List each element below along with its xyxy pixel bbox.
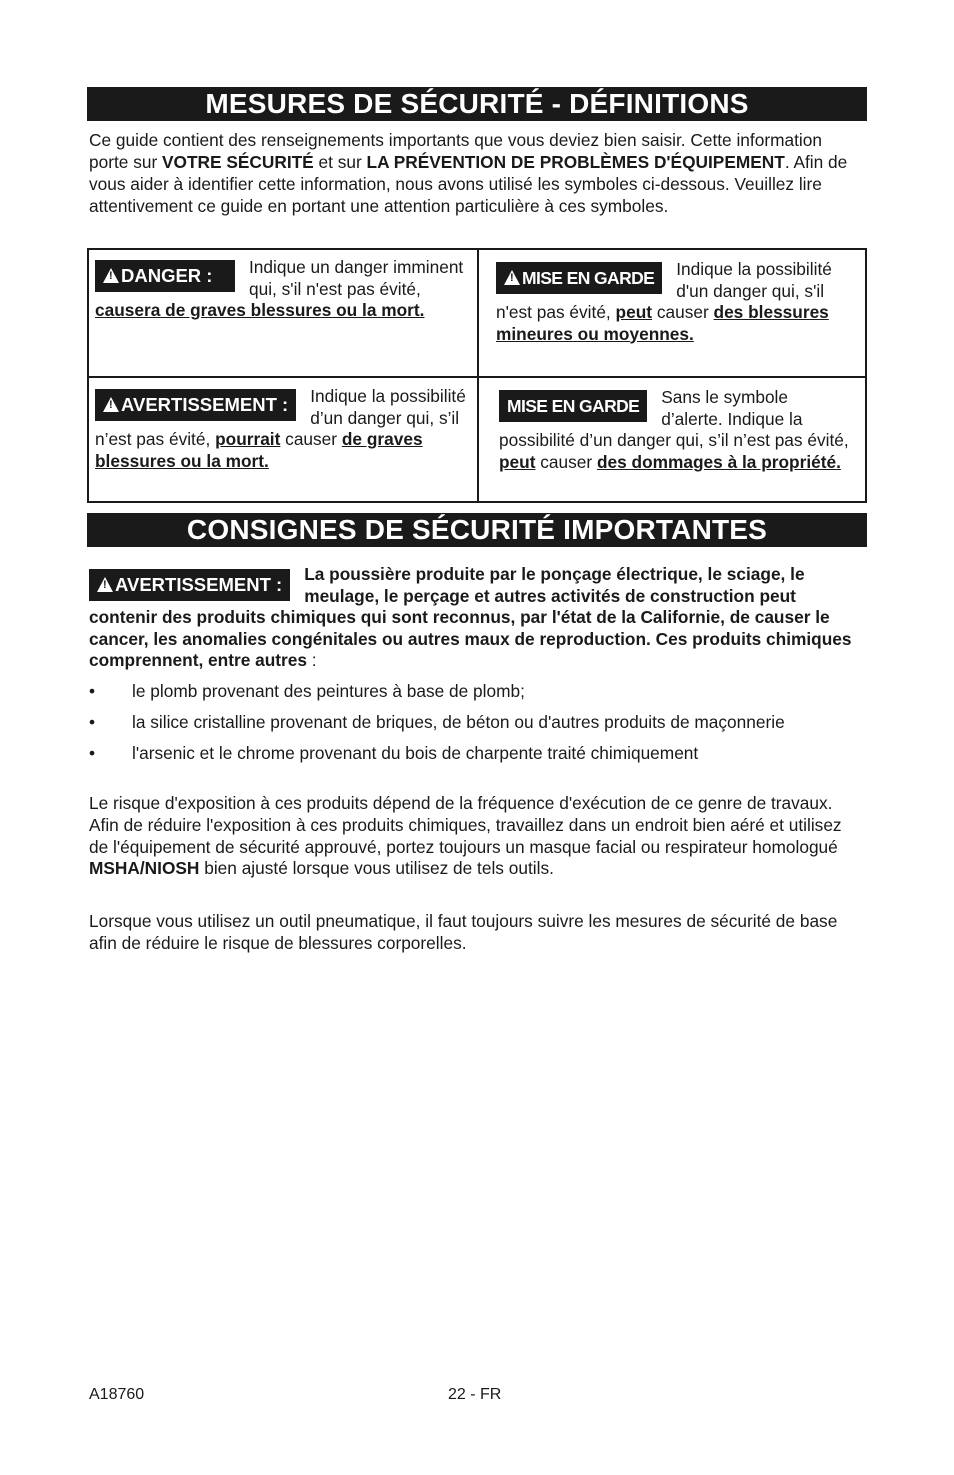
definition-danger: !DANGER : Indique un danger imminent qui, s'il n'est pas évité, causera de graves blessures ou la mort. <box>95 257 467 322</box>
intro-bold-safety: VOTRE SÉCURITÉ <box>162 152 314 172</box>
danger-badge: !DANGER : <box>95 260 235 292</box>
caution-badge-plain: MISE EN GARDE <box>499 390 647 422</box>
footer-page-number: 22 - FR <box>448 1386 502 1403</box>
definition-caution-plain: MISE EN GARDE Sans le symbole d’alerte. Indique la possibilité d’un danger qui, s’il n’est pas évité, peut causer des dommages à la propriété. <box>499 387 849 472</box>
intro-text-2: et sur <box>313 152 367 172</box>
chemical-list <box>89 680 861 773</box>
intro-text-1: Ce guide contient des renseignements importants que vous deviez bien saisir. Cette information porte sur <box>89 130 822 172</box>
definition-warning: !AVERTISSEMENT : Indique la possibilité d’un danger qui, s’il n’est pas évité, pourrait causer de graves blessures ou la mort. <box>95 386 467 472</box>
pneumatic-tool-paragraph: Lorsque vous utilisez un outil pneumatique, il faut toujours suivre les mesures de sécurité de base afin de réduire le risque de blessures corporelles. <box>89 911 838 953</box>
warning-triangle-icon <box>504 270 520 285</box>
warning-triangle-icon <box>103 397 119 412</box>
section-title-important-safety: CONSIGNES DE SÉCURITÉ IMPORTANTES <box>87 513 867 547</box>
definitions-table <box>87 248 867 503</box>
prop65-warning-text: La poussière produite par le ponçage électrique, le sciage, le meulage, le perçage et autres activités de construction peut contenir des produits chimiques qui sont reconnus, par l'état de la Californie, de causer le cancer, les anomalies congénitales ou autres maux de reproduction. Ces produits chimiques comprennent, entre autres <box>89 564 852 670</box>
intro-bold-equipment: LA PRÉVENTION DE PROBLÈMES D'ÉQUIPEMENT <box>366 152 785 172</box>
table-divider-horizontal <box>89 376 865 378</box>
intro-text-3: . Afin de vous aider à identifier cette information, nous avons utilisé les symboles ci-dessous. Veuillez lire attentivement ce guide en portant une attention particulière à ces symboles. <box>89 152 848 216</box>
warning-triangle-icon <box>103 268 119 283</box>
list-item: • la silice cristalline provenant de briques, de béton ou d'autres produits de maçonnerie <box>89 712 785 732</box>
intro-paragraph <box>89 129 861 217</box>
bullet-icon: • <box>89 743 96 763</box>
bullet-icon: • <box>89 712 96 732</box>
exposure-paragraph: Le risque d'exposition à ces produits dépend de la fréquence d'exécution de ce genre de travaux. Afin de réduire l'exposition à ces produits chimiques, travaillez dans un endroit bien aéré et utilisez de l'équipement de sécurité approuvé, portez toujours un masque facial ou respirateur homologué MSHA/NIOSH bien ajusté lorsque vous utilisez de tels outils. <box>89 793 842 879</box>
caution-badge-with-symbol: !MISE EN GARDE <box>496 262 662 294</box>
list-item: • le plomb provenant des peintures à base de plomb; <box>89 681 525 701</box>
footer-model-number: A18760 <box>89 1386 145 1403</box>
section-title-definitions: MESURES DE SÉCURITÉ - DÉFINITIONS <box>87 87 867 121</box>
definition-caution-symbol: !MISE EN GARDE Indique la possibilité d'un danger qui, s'il n'est pas évité, peut causer des blessures mineures ou moyennes. <box>496 259 846 345</box>
warning-triangle-icon <box>97 577 113 592</box>
msha-niosh-bold: MSHA/NIOSH <box>89 858 200 879</box>
prop65-warning: !AVERTISSEMENT : La poussière produite par le ponçage électrique, le sciage, le meulage, le perçage et autres activités de construction peut contenir des produits chimiques qui sont reconnus, par l'état de la Californie, de causer le cancer, les anomalies congénitales ou autres maux de reproduction. Ces produits chimiques comprennent, entre autres : <box>89 564 861 672</box>
bullet-icon: • <box>89 681 96 701</box>
prop65-warning-badge: !AVERTISSEMENT : <box>89 569 290 601</box>
list-item: • l'arsenic et le chrome provenant du bois de charpente traité chimiquement <box>89 743 699 763</box>
warning-badge: !AVERTISSEMENT : <box>95 389 296 421</box>
